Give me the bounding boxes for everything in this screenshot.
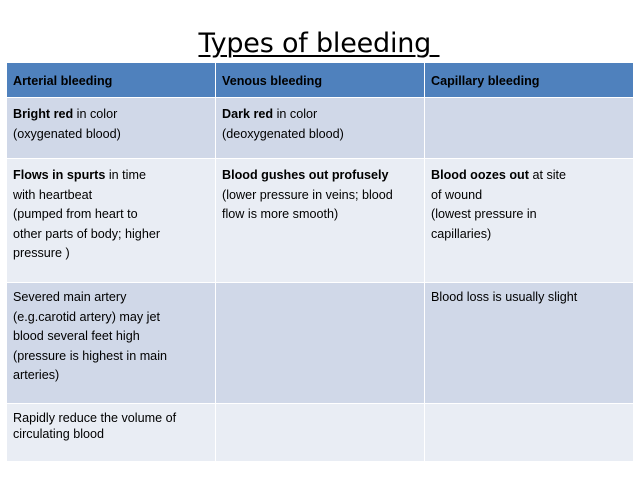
table-cell-venous: [216, 283, 425, 404]
cell-first-line: [13, 166, 209, 186]
cell-line: pressure ): [13, 246, 70, 260]
page-title: [0, 28, 638, 59]
cell-line: capillaries): [431, 226, 492, 241]
cell-line: (lowest pressure in: [431, 207, 537, 221]
cell-first-line: [13, 288, 209, 308]
cell-text: Severed main artery: [13, 290, 127, 304]
cell-line: (pumped from heart to: [13, 207, 138, 221]
cell-text: Rapidly reduce the volume of: [13, 411, 177, 425]
table-cell-venous: [216, 404, 425, 462]
header-capillary: Capillary bleeding: [425, 63, 634, 98]
table-cell-arterial: [7, 98, 216, 159]
cell-text: in color: [273, 107, 318, 121]
table-row: [7, 98, 634, 159]
cell-line: of wound: [431, 187, 483, 202]
header-arterial: Arterial bleeding: [7, 63, 216, 98]
table-cell-venous: [216, 159, 425, 283]
table-row: [7, 404, 634, 462]
table-row: [7, 159, 634, 283]
cell-bold-text: Dark red: [222, 107, 274, 121]
cell-line: (e.g.carotid artery) may jet: [13, 309, 160, 324]
title-text: Types of bleeding: [198, 28, 440, 59]
cell-bold-text: Blood gushes out profusely: [222, 168, 389, 182]
header-venous: Venous bleeding: [216, 63, 425, 98]
cell-text: in time: [105, 168, 146, 182]
cell-line: (deoxygenated blood): [222, 126, 344, 141]
table-cell-arterial: [7, 159, 216, 283]
cell-line: (oxygenated blood): [13, 126, 121, 141]
table-header-row: [7, 63, 634, 98]
table-cell-capillary: [425, 283, 634, 404]
cell-text: in color: [73, 107, 118, 121]
cell-line: (lower pressure in veins; blood: [222, 187, 393, 202]
cell-line: arteries): [13, 368, 60, 382]
cell-text: at site: [528, 168, 567, 182]
table-cell-arterial: [7, 404, 216, 462]
cell-line: flow is more smooth): [222, 207, 339, 221]
cell-line: other parts of body; higher: [13, 226, 161, 241]
cell-bold-text: Blood oozes out: [431, 168, 529, 182]
cell-first-line: [13, 105, 209, 125]
cell-line: (pressure is highest in main: [13, 348, 167, 363]
table-cell-capillary: [425, 98, 634, 159]
cell-first-line: [431, 166, 627, 186]
cell-line: blood several feet high: [13, 329, 140, 343]
table-cell-venous: [216, 98, 425, 159]
cell-bold-text: Flows in spurts: [13, 168, 106, 182]
cell-first-line: [222, 105, 418, 125]
cell-first-line: [13, 410, 209, 426]
table-cell-arterial: [7, 283, 216, 404]
cell-line: circulating blood: [13, 427, 105, 441]
table-cell-capillary: [425, 159, 634, 283]
cell-bold-text: Bright red: [13, 107, 74, 121]
cell-first-line: [222, 166, 418, 186]
table-row: [7, 283, 634, 404]
cell-first-line: [431, 288, 627, 308]
bleeding-types-table: [6, 62, 634, 462]
table-cell-capillary: [425, 404, 634, 462]
cell-line: with heartbeat: [13, 187, 93, 202]
cell-text: Blood loss is usually slight: [431, 290, 578, 304]
